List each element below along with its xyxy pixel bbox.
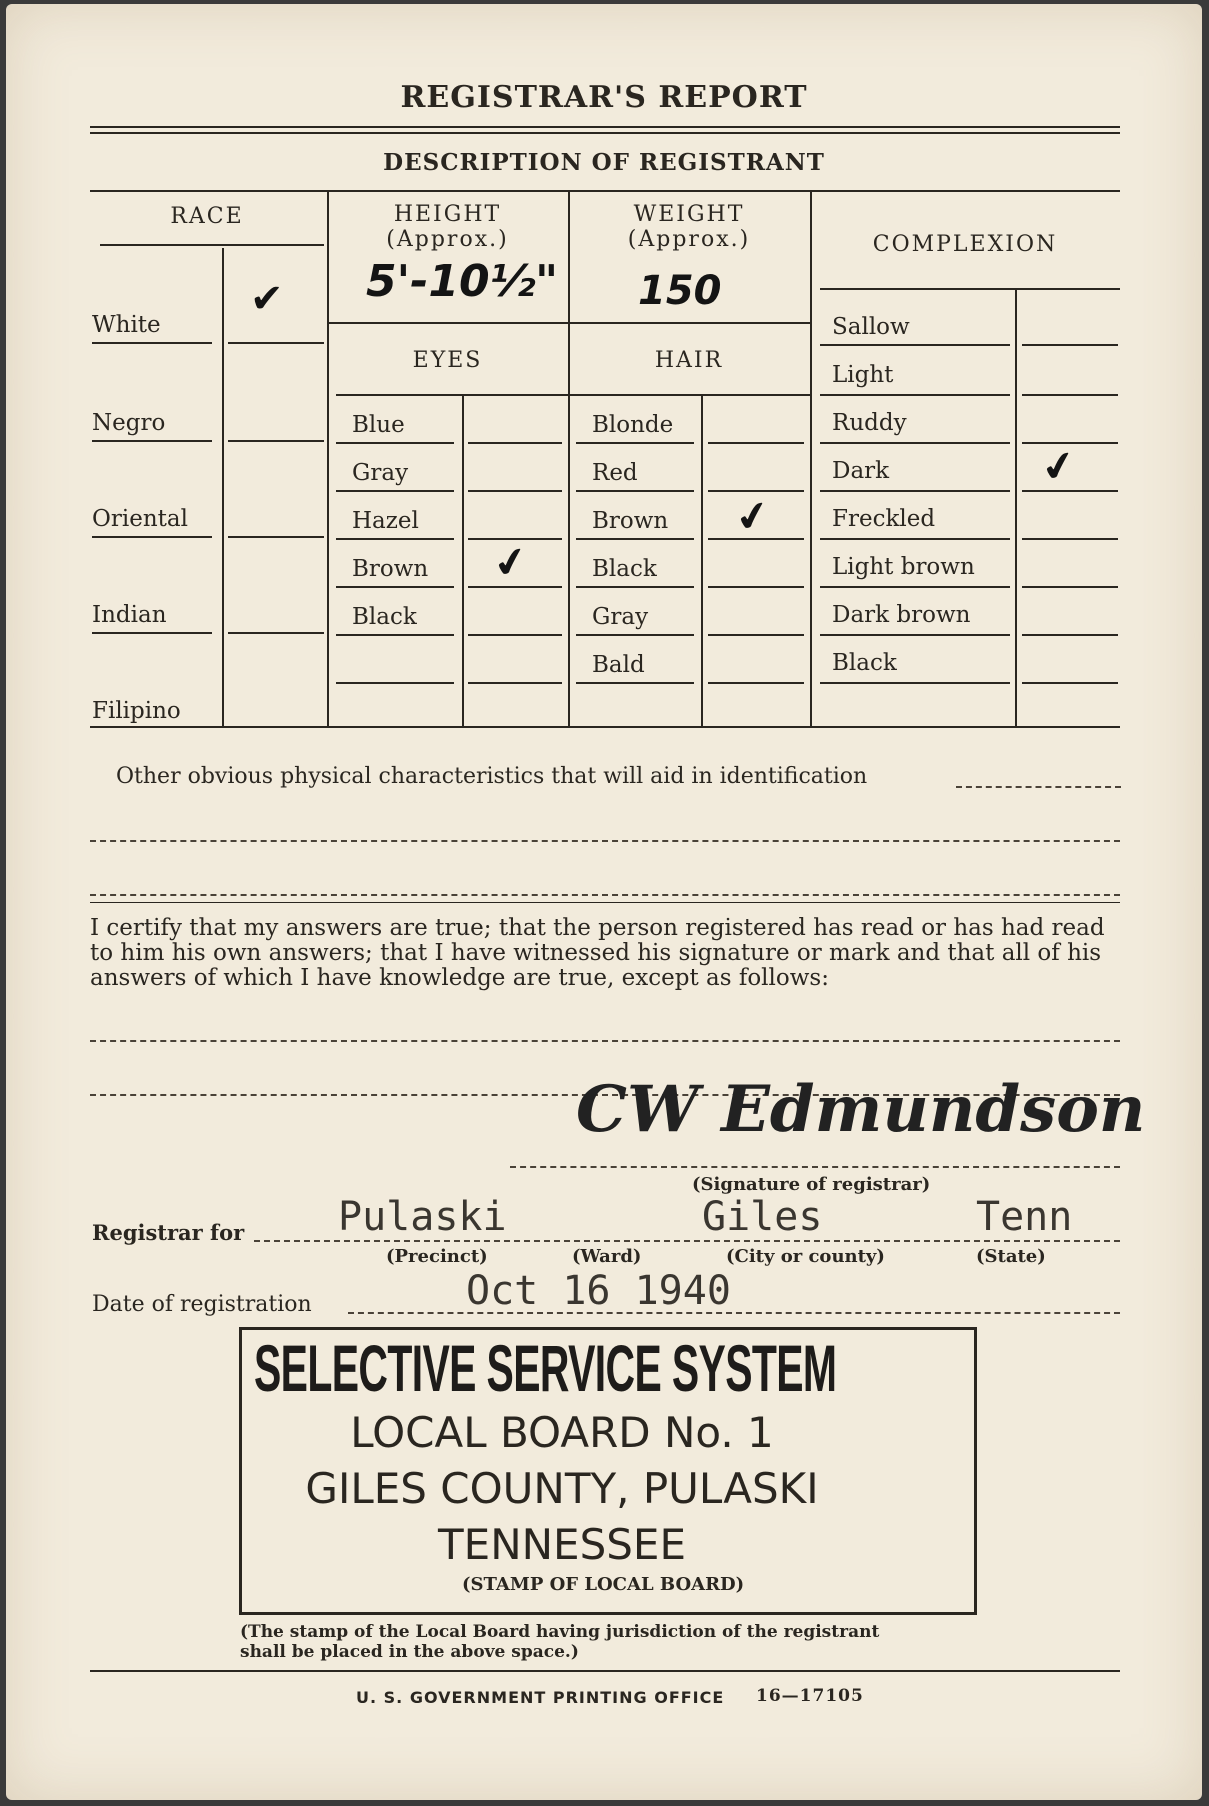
eyes-check-rule: [468, 490, 562, 492]
ward-caption: (Ward): [572, 1246, 642, 1267]
race-filipino-label: Filipino: [92, 698, 181, 724]
stamp-line-3: GILES COUNTY, PULASKI: [305, 1464, 819, 1513]
stamp-note-line-2: shall be placed in the above space.): [240, 1642, 579, 1662]
local-board-stamp: [239, 1327, 977, 1615]
height-value: 5'-10½": [366, 256, 559, 307]
stamp-line-4: TENNESSEE: [438, 1520, 686, 1569]
complexion-check-rule: [1022, 442, 1118, 444]
eyes-row-rule: [336, 442, 454, 444]
county-caption: (City or county): [726, 1246, 885, 1267]
race-header: RACE: [170, 204, 244, 229]
complexion-row-rule: [820, 634, 1010, 636]
date-line[interactable]: [348, 1312, 1120, 1314]
state-value: Tenn: [976, 1194, 1073, 1240]
height-header-line2: (Approx.): [386, 227, 509, 252]
race-check-rule: [228, 632, 324, 634]
signature-line[interactable]: [510, 1166, 1120, 1168]
complexion-row-rule: [820, 394, 1010, 396]
footer-rule: [90, 1670, 1120, 1672]
complexion-row-rule: [820, 344, 1010, 346]
stamp-line-1: SELECTIVE SERVICE SYSTEM: [254, 1331, 837, 1405]
complexion-sallow-label: Sallow: [832, 314, 910, 340]
eyes-row-rule: [336, 682, 454, 684]
eyes-row-rule: [336, 490, 454, 492]
eyes-blue-label: Blue: [352, 412, 405, 438]
hair-row-rule: [576, 538, 694, 540]
table-bottom-rule: [90, 726, 1120, 728]
complexion-dark-brown-label: Dark brown: [832, 602, 971, 628]
eyes-check-rule: [468, 634, 562, 636]
other-characteristics-label: Other obvious physical characteristics that will aid in identification: [116, 764, 868, 789]
height-header-line1: HEIGHT: [393, 202, 502, 227]
precinct-value: Pulaski: [338, 1194, 507, 1240]
stamp-caption: (STAMP OF LOCAL BOARD): [462, 1574, 745, 1595]
height-weight-divider: [568, 190, 570, 726]
eyes-check-rule: [468, 442, 562, 444]
complexion-black-label: Black: [832, 650, 897, 676]
other-characteristics-line[interactable]: [956, 786, 1121, 788]
hair-blonde-label: Blonde: [592, 412, 674, 438]
complexion-check-rule: [1022, 634, 1118, 636]
weight-header-line1: WEIGHT: [633, 202, 745, 227]
eyes-hair-header-rule: [336, 394, 810, 396]
race-header-rule: [100, 244, 324, 246]
race-check-rule: [228, 536, 324, 538]
race-check-rule: [228, 342, 324, 344]
race-white-label: White: [92, 312, 161, 338]
race-rule: [92, 342, 212, 344]
table-top-rule: [90, 190, 1120, 192]
complexion-header-rule: [820, 288, 1120, 290]
hair-black-label: Black: [592, 556, 657, 582]
title-rule: [90, 126, 1120, 134]
eyes-row-rule: [336, 538, 454, 540]
hair-row-rule: [576, 442, 694, 444]
weight-header-line2: (Approx.): [627, 227, 751, 252]
complexion-check-rule: [1022, 490, 1118, 492]
hair-red-label: Red: [592, 460, 638, 486]
hair-check-rule: [708, 682, 804, 684]
state-caption: (State): [976, 1246, 1046, 1267]
eyes-header: EYES: [412, 348, 483, 373]
signature-caption: (Signature of registrar): [692, 1174, 931, 1195]
height-header: [327, 202, 568, 252]
race-negro-label: Negro: [92, 410, 166, 436]
complexion-row-rule: [820, 586, 1010, 588]
hair-brown-label: Brown: [592, 508, 669, 534]
complexion-ruddy-label: Ruddy: [832, 410, 907, 436]
certification-text: I certify that my answers are true; that the person registered has read or has had read to him his own answers; that I have witnessed his signature or mark and that all of his answers of which I have knowledge are true, except as follows:: [90, 915, 1105, 991]
complexion-row-rule: [820, 490, 1010, 492]
complexion-dark-check-mark: ✔: [1037, 441, 1080, 493]
complexion-row-rule: [820, 538, 1010, 540]
eyes-brown-label: Brown: [352, 556, 429, 582]
hair-brown-check-mark: ✔: [731, 491, 774, 543]
certification-rule: [90, 902, 1120, 903]
section-title: DESCRIPTION OF REGISTRANT: [383, 149, 825, 176]
height-weight-rule: [327, 322, 810, 324]
stamp-note-line-1: (The stamp of the Local Board having jurisdiction of the registrant: [240, 1622, 880, 1642]
hair-row-rule: [576, 634, 694, 636]
eyes-check-rule: [468, 682, 562, 684]
complexion-check-divider: [1015, 288, 1017, 726]
eyes-brown-check-mark: ✔: [489, 537, 532, 589]
complexion-row-rule: [820, 442, 1010, 444]
hair-check-rule: [708, 634, 804, 636]
eyes-check-divider: [462, 396, 464, 726]
complexion-check-rule: [1022, 682, 1118, 684]
other-characteristics-line-2[interactable]: [90, 840, 1120, 842]
precinct-caption: (Precinct): [386, 1246, 488, 1267]
hair-check-rule: [708, 490, 804, 492]
hair-bald-label: Bald: [592, 652, 645, 678]
hair-check-rule: [708, 442, 804, 444]
hair-row-rule: [576, 682, 694, 684]
race-white-check-mark: ✔: [250, 276, 284, 322]
hair-row-rule: [576, 490, 694, 492]
hair-header: HAIR: [654, 348, 724, 373]
hair-check-divider: [701, 396, 703, 726]
weight-header: [568, 202, 810, 252]
complexion-row-rule: [820, 682, 1010, 684]
registration-card: [6, 4, 1202, 1800]
stamp-line-2: LOCAL BOARD No. 1: [350, 1408, 774, 1457]
complexion-light-brown-label: Light brown: [832, 554, 975, 580]
complexion-check-rule: [1022, 586, 1118, 588]
eyes-check-rule: [468, 586, 562, 588]
race-height-divider: [327, 190, 329, 726]
county-value: Giles: [702, 1194, 823, 1240]
weight-complexion-divider: [810, 190, 812, 726]
complexion-header: COMPLEXION: [872, 232, 1058, 257]
registrar-signature: CW Edmundson: [576, 1072, 1146, 1147]
eyes-row-rule: [336, 586, 454, 588]
eyes-row-rule: [336, 634, 454, 636]
race-rule: [92, 440, 212, 442]
race-indian-label: Indian: [92, 602, 167, 628]
report-title: REGISTRAR'S REPORT: [400, 80, 808, 115]
complexion-check-rule: [1022, 538, 1118, 540]
complexion-check-rule: [1022, 394, 1118, 396]
eyes-hazel-label: Hazel: [352, 508, 419, 534]
eyes-check-rule: [468, 538, 562, 540]
race-rule: [92, 632, 212, 634]
printer-credit: U. S. GOVERNMENT PRINTING OFFICE: [356, 1688, 725, 1707]
registrar-for-line[interactable]: [254, 1240, 1120, 1242]
weight-value: 150: [638, 268, 722, 314]
race-check-rule: [228, 440, 324, 442]
complexion-check-rule: [1022, 344, 1118, 346]
race-rule: [92, 536, 212, 538]
date-label: Date of registration: [92, 1292, 312, 1317]
complexion-freckled-label: Freckled: [832, 506, 936, 532]
complexion-light-label: Light: [832, 362, 894, 388]
hair-check-rule: [708, 586, 804, 588]
complexion-dark-label: Dark: [832, 458, 890, 484]
race-check-divider: [222, 248, 224, 726]
exceptions-line-1[interactable]: [90, 1040, 1120, 1042]
hair-check-rule: [708, 538, 804, 540]
eyes-gray-label: Gray: [352, 460, 409, 486]
date-value: Oct 16 1940: [466, 1268, 731, 1314]
hair-row-rule: [576, 586, 694, 588]
form-number: 16—17105: [756, 1686, 864, 1706]
hair-gray-label: Gray: [592, 604, 649, 630]
other-characteristics-line-3[interactable]: [90, 894, 1120, 896]
race-oriental-label: Oriental: [92, 506, 188, 532]
eyes-black-label: Black: [352, 604, 417, 630]
registrar-for-label: Registrar for: [92, 1220, 245, 1245]
